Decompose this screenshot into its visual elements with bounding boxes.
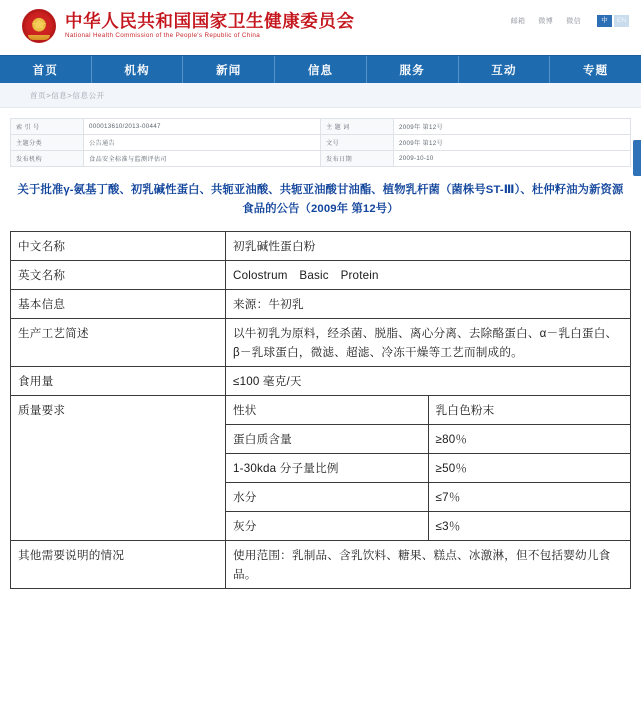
row-label-intake: 食用量 [11,367,226,396]
table-row [11,367,631,396]
product-specification-table [10,231,631,589]
quality-item-spec-appearance: 乳白色粉末 [428,396,631,425]
quality-item-spec-ash: ≤3％ [428,512,631,541]
quality-item-spec-protein-content: ≥80％ [428,425,631,454]
tool-link-wechat[interactable]: 微信 [566,18,581,25]
nav-item-home[interactable]: 首页 [0,56,92,83]
row-value-chinese-name: 初乳碱性蛋白粉 [226,232,631,261]
lang-button-en[interactable]: EN [614,15,629,27]
row-label-english-name: 英文名称 [11,261,226,290]
breadcrumb-item-disclosure[interactable]: 信息公开 [72,90,105,100]
main-nav [0,55,641,83]
row-value-other-notes: 使用范围：乳制品、含乳饮料、糖果、糕点、冰激淋，但不包括婴幼儿食品。 [226,541,631,589]
page-title: 关于批准γ-氨基丁酸、初乳碱性蛋白、共轭亚油酸、共轭亚油酸甘油酯、植物乳杆菌（菌株号ST-Ⅲ）、杜仲籽油为新资源食品的公告（2009年 第12号） [17,184,624,215]
breadcrumb-item-information[interactable]: 信息 [51,90,68,100]
meta-key-subject-category: 主题分类 [11,135,84,151]
breadcrumb-separator: > [67,90,73,100]
quality-item-name-protein-content: 蛋白质含量 [226,425,429,454]
table-row [11,232,631,261]
tool-link-weibo[interactable]: 微博 [538,18,554,25]
meta-value-issuing-agency: 食品安全标准与监测评估司 [84,151,321,167]
table-row [11,151,631,167]
table-row [11,319,631,367]
table-row [11,541,631,589]
nav-item-services[interactable]: 服务 [367,56,459,83]
table-row [11,396,631,425]
breadcrumb-item-home[interactable]: 首页 [30,90,47,100]
meta-key-index-number: 索 引 号 [11,119,84,135]
content-area [0,108,641,167]
meta-value-publish-date: 2009-10-10 [394,151,631,167]
meta-key-issuing-agency: 发布机构 [11,151,84,167]
row-value-production-process: 以牛初乳为原料，经杀菌、脱脂、离心分离、去除酪蛋白、α－乳白蛋白、β－乳球蛋白，微滤、超滤、冷冻干燥等工艺而制成的。 [226,319,631,367]
quality-item-name-moisture: 水分 [226,483,429,512]
site-brand[interactable] [22,9,355,43]
row-label-chinese-name: 中文名称 [11,232,226,261]
language-switcher [597,15,629,27]
nav-item-topics[interactable]: 专题 [582,64,609,77]
tool-link-mail[interactable]: 邮箱 [510,18,526,25]
quality-item-name-ash: 灰分 [226,512,429,541]
document-metadata-table [10,118,631,167]
row-label-quality-requirements: 质量要求 [11,396,226,541]
row-label-production-process: 生产工艺简述 [11,319,226,367]
meta-value-subject-word: 2009年 第12号 [394,119,631,135]
meta-key-subject-word: 主 题 词 [321,119,394,135]
meta-value-index-number: 000013610/2013-00447 [84,119,321,135]
side-panel-tab[interactable] [633,140,641,176]
national-emblem-icon [22,9,56,43]
row-label-other-notes: 其他需要说明的情况 [11,541,226,589]
quality-item-spec-molecular-weight-ratio: ≥50％ [428,454,631,483]
table-row [11,261,631,290]
quality-item-name-molecular-weight-ratio: 1-30kda 分子量比例 [226,454,429,483]
row-value-intake: ≤100 毫克/天 [226,367,631,396]
breadcrumb [0,83,641,108]
table-row [11,135,631,151]
org-name-en: National Health Commission of the People's Republic of China [65,32,261,39]
quality-item-spec-moisture: ≤7％ [428,483,631,512]
lang-button-cn[interactable]: 中 [597,15,612,27]
row-label-basic-info: 基本信息 [11,290,226,319]
org-name-cn: 中华人民共和国国家卫生健康委员会 [65,11,355,31]
nav-item-news[interactable]: 新闻 [183,56,275,83]
breadcrumb-separator: > [46,90,52,100]
header-tools [511,15,629,27]
table-row [11,290,631,319]
row-value-english-name: Colostrum Basic Protein [226,261,631,290]
row-value-basic-info: 来源：牛初乳 [226,290,631,319]
meta-value-subject-category: 公告通告 [84,135,321,151]
meta-key-publish-date: 发布日期 [321,151,394,167]
quality-item-name-appearance: 性状 [226,396,429,425]
table-row [11,119,631,135]
meta-value-document-number: 2009年 第12号 [394,135,631,151]
brand-text [65,11,355,41]
meta-key-document-number: 文号 [321,135,394,151]
site-header [0,0,641,55]
nav-item-interaction[interactable]: 互动 [459,56,551,83]
nav-item-organization[interactable]: 机构 [92,56,184,83]
nav-item-information[interactable]: 信息 [275,56,367,83]
